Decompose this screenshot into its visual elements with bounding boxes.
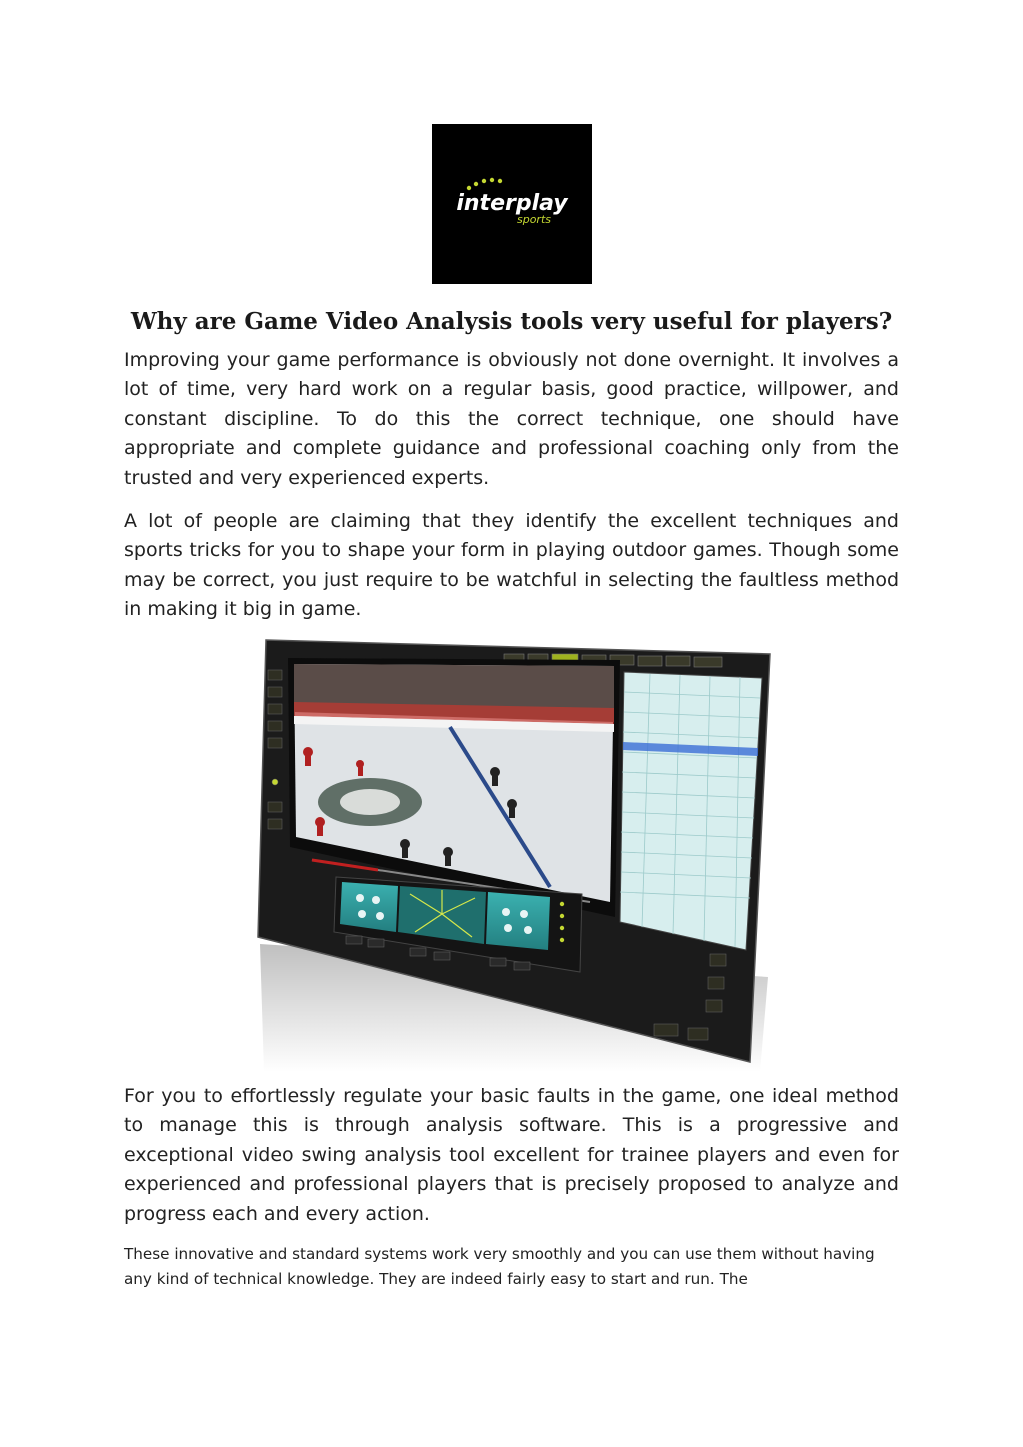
logo-dot	[482, 179, 486, 183]
analysis-panel-left	[340, 882, 398, 932]
logo-brand-text: interplay	[456, 191, 568, 216]
logo-graphic	[432, 124, 592, 284]
logo-dot	[498, 179, 502, 183]
article-paragraph: Improving your game performance is obviously not done overnight. It involves a lot of time, very hard work on a regular basis, good practice, willpower, and constant discipline. To do this the correct technique, one should have appropriate and complete guidance and professional coaching only from the trusted and very experienced experts.	[124, 349, 899, 489]
software-screenshot-graphic	[250, 632, 780, 1072]
logo-dot	[467, 186, 471, 190]
data-table-panel	[620, 672, 762, 950]
logo-sub-text: sports	[516, 213, 551, 226]
article-title: Why are Game Video Analysis tools very useful for players?	[130, 308, 893, 335]
logo-dot	[490, 178, 494, 182]
analysis-panel-right	[486, 892, 550, 950]
article-paragraph: A lot of people are claiming that they identify the excellent techniques and sports tricks for you to shape your form in playing outdoor games. Though some may be correct, you just require to be watchful in selecting the faultless method in making it big in game.	[124, 510, 899, 621]
article-paragraph: For you to effortlessly regulate your basic faults in the game, one ideal method to manage this is through analysis software. This is a progressive and exceptional video swing analysis tool excellent for trainee players and even for experienced and professional players that is precisely proposed to analyze and progress each and every action.	[124, 1085, 899, 1225]
software-screenshot-image	[250, 632, 780, 1072]
article-paragraph: These innovative and standard systems work very smoothly and you can use them without having any kind of technical knowledge. They are indeed fairly easy to start and run. The	[124, 1245, 875, 1288]
interplay-sports-logo	[432, 124, 592, 284]
logo-dot	[474, 182, 478, 186]
